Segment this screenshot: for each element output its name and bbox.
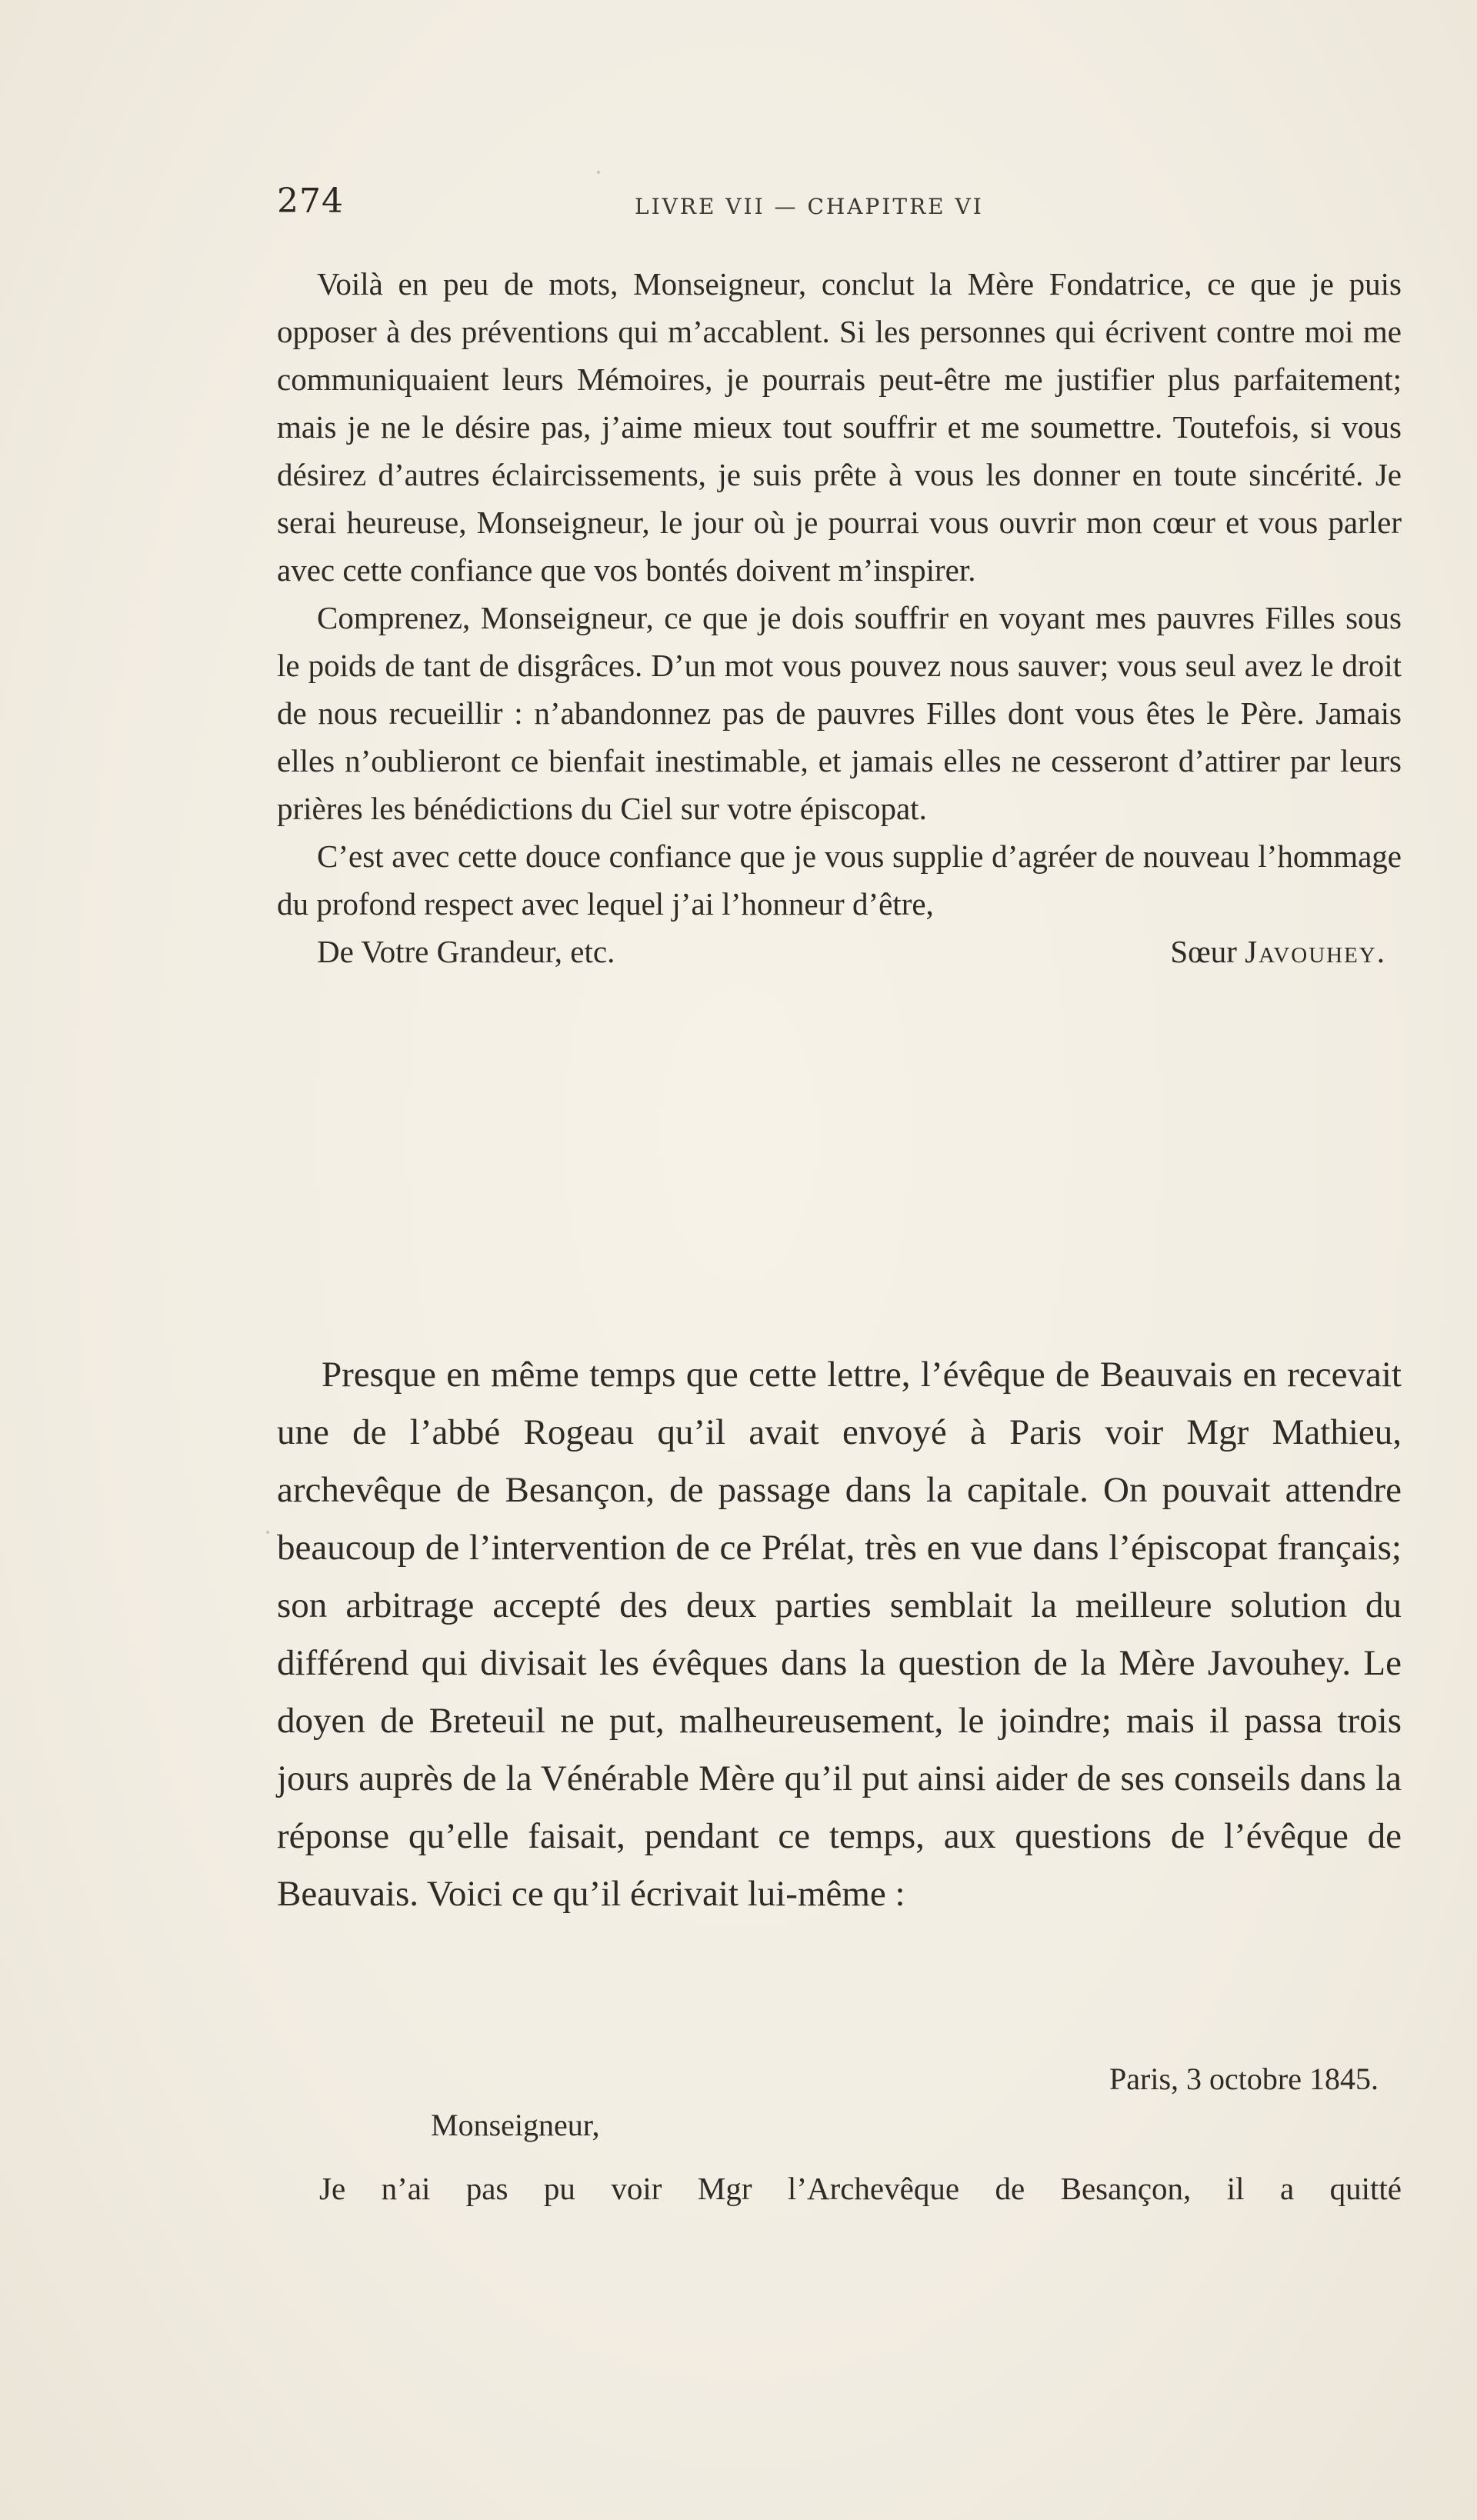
signature-row [317, 928, 1402, 975]
letter-signature [1170, 928, 1386, 975]
page-number: 274 [277, 182, 344, 221]
paper-speck [597, 171, 600, 174]
paper-speck [266, 1531, 269, 1534]
letter-excerpt [277, 260, 1402, 975]
letter-paragraph: C’est avec cette douce confiance que je vous supplie d’agréer de nouveau l’hommage du profond respect avec lequel j’ai l’honneur d’être, [277, 838, 1402, 922]
letter-first-line: Je n’ai pas pu voir Mgr l’Archevêque de Besançon, il a quitté [319, 2171, 1402, 2206]
letter-salutation: Monseigneur, [431, 2108, 600, 2142]
signature-name: Javouhey. [1245, 934, 1386, 969]
letter-paragraph: Comprenez, Monseigneur, ce que je dois souffrir en voyant mes pauvres Filles sous le poids de tant de disgrâces. D’un mot vous pouvez nous sauver; vous seul avez le droit de nous recueillir : n’abandonnez pas de pauvres Filles dont vous êtes le Père. Jamais elles n’oublieront ce bienfait inestimable, et jamais elles ne cesseront d’attirer par leurs prières les bénédictions du Ciel sur votre épiscopat. [277, 600, 1402, 826]
running-head [277, 182, 1392, 228]
narrative-paragraph: Presque en même temps que cette lettre, l’évêque de Beauvais en recevait une de l’abbé Rogeau qu’il avait envoyé à Paris voir Mgr Mathieu, archevêque de Besançon, de passage dans la capitale. On pouvait attendre beaucoup de l’intervention de ce Prélat, très en vue dans l’épiscopat français; son arbitrage accepté des deux parties semblait la meilleure solution du différend qui divisait les évêques dans la question de la Mère Javouhey. Le doyen de Breteuil ne put, malheureusement, le joindre; mais il passa trois jours auprès de la Vénérable Mère qu’il put ainsi aider de ses conseils dans la réponse qu’elle faisait, pendant ce temps, aux questions de l’évêque de Beauvais. Voici ce qu’il écrivait lui-même : [277, 1355, 1402, 1914]
chapter-title: LIVRE VII — CHAPITRE VI [635, 194, 984, 219]
signature-title: Sœur [1170, 934, 1237, 969]
letter-paragraph: Voilà en peu de mots, Monseigneur, conclut la Mère Fondatrice, ce que je puis opposer à des préventions qui m’accablent. Si les personnes qui écrivent contre moi me communiquaient leurs Mémoires, je pourrais peut-être me justifier plus parfaitement; mais je ne le désire pas, j’aime mieux tout souffrir et me soumettre. Toutefois, si vous désirez d’autres éclaircissements, je suis prête à vous les donner en toute sincérité. Je serai heureuse, Monseigneur, le jour où je pourrai vous ouvrir mon cœur et vous parler avec cette confiance que vos bontés doivent m’inspirer. [277, 266, 1402, 588]
closing-formula: De Votre Grandeur, etc. [317, 934, 615, 969]
narrative-section [277, 1346, 1402, 1923]
letter-date-line: Paris, 3 octobre 1845. [1109, 2062, 1379, 2096]
